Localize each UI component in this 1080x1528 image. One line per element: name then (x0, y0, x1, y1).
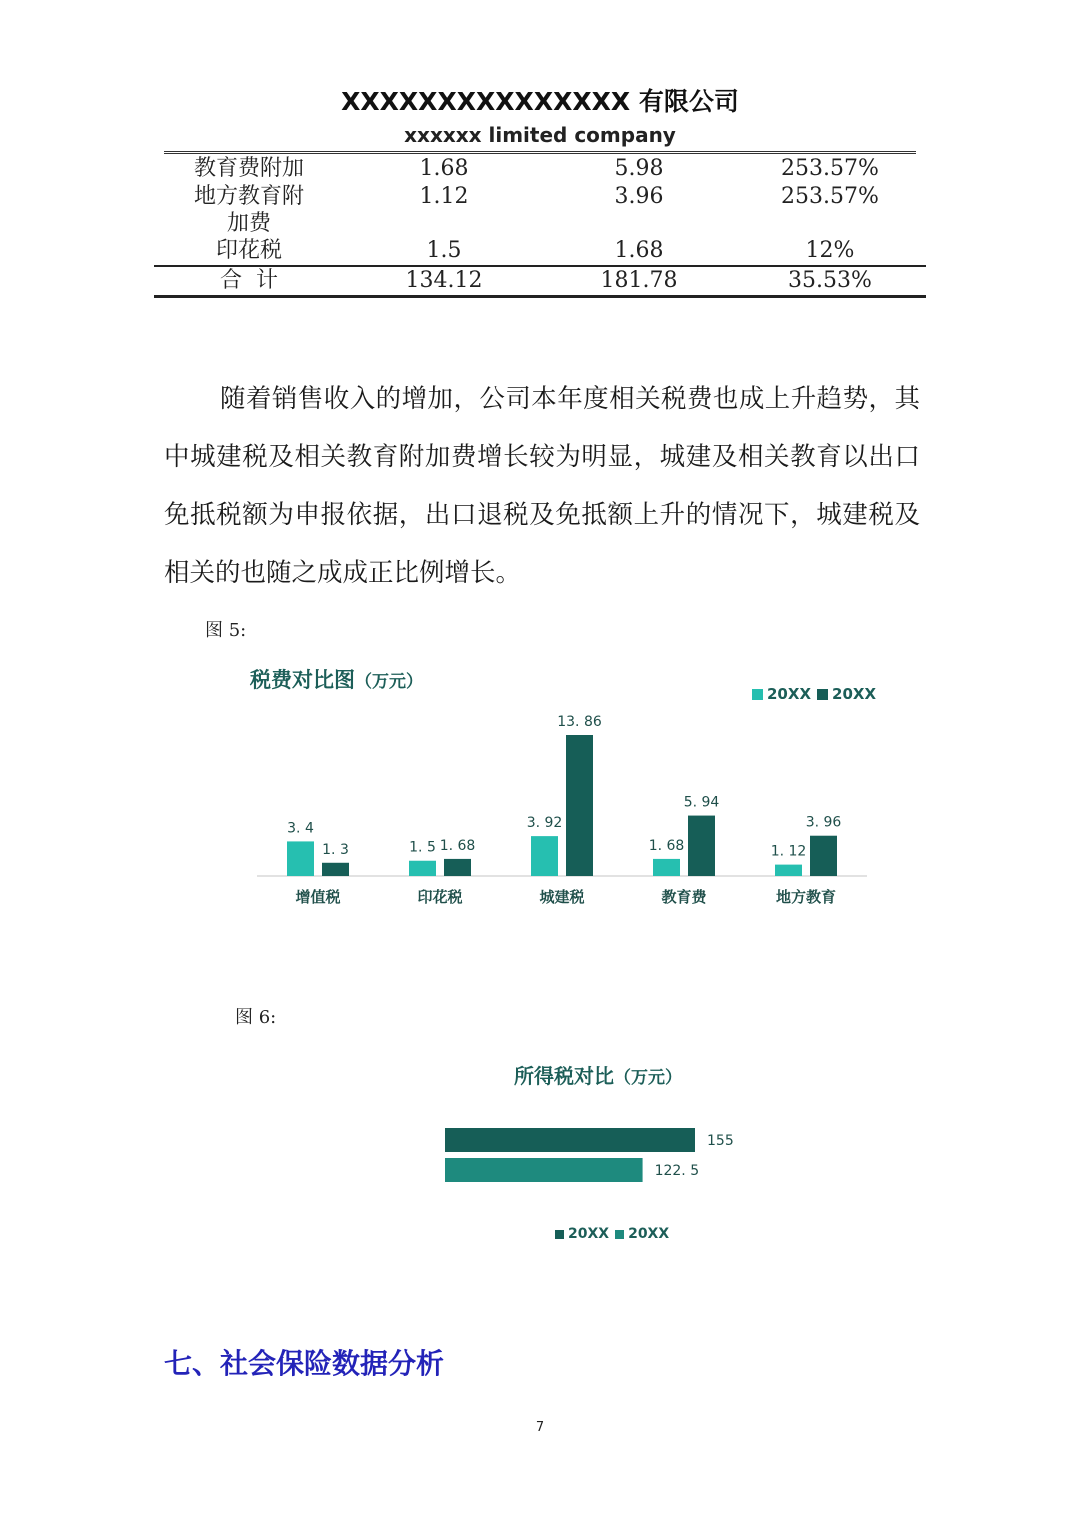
table-cell: 地方教育附加费 (193, 184, 304, 236)
data-label: 3. 4 (287, 820, 314, 837)
table-cell: 35.53% (788, 268, 872, 293)
table-cell: 1.68 (419, 156, 469, 181)
bar (653, 859, 680, 876)
tax-comparison-chart (240, 700, 880, 915)
data-label: 3. 96 (805, 814, 842, 831)
company-subtitle: xxxxxx limited company (404, 123, 676, 147)
table-cell: 1.12 (419, 184, 469, 209)
data-label: 1. 5 (409, 839, 436, 856)
table-total-row (154, 265, 926, 298)
table-cell: 3.96 (614, 184, 664, 209)
bar (444, 859, 471, 876)
figure-label: 图 6: (235, 1007, 277, 1028)
data-label: 1. 68 (439, 837, 476, 854)
category-label: 地方教育 (775, 888, 837, 906)
data-label: 122. 5 (654, 1163, 700, 1179)
legend-swatch (752, 689, 763, 700)
section-heading: 七、社会保险数据分析 (164, 1347, 445, 1380)
data-label: 155 (707, 1133, 734, 1149)
bar (531, 836, 558, 876)
bar (409, 861, 436, 876)
table-cell: 教育费附加 (193, 156, 304, 181)
data-label: 5. 94 (683, 794, 720, 811)
category-label: 增值税 (295, 888, 341, 906)
table-cell: 合 计 (220, 268, 278, 293)
header-rule (164, 151, 916, 154)
legend-swatch (615, 1230, 624, 1239)
company-title: XXXXXXXXXXXXXXX 有限公司 (341, 87, 739, 116)
table-cell: 253.57% (781, 184, 879, 209)
legend-swatch (817, 689, 828, 700)
bar (775, 865, 802, 876)
figure-label: 图 5: (205, 620, 247, 641)
table-cell: 1.68 (614, 238, 664, 263)
bar (566, 735, 593, 876)
bar (445, 1128, 695, 1152)
table-row (154, 183, 926, 237)
table-cell: 12% (805, 238, 855, 263)
table-row (154, 155, 926, 183)
data-label: 1. 68 (648, 837, 685, 854)
bar (688, 816, 715, 876)
data-label: 3. 92 (526, 815, 563, 832)
legend-label: 20XX (568, 1226, 610, 1242)
table-cell: 134.12 (405, 268, 483, 293)
chart-title-unit: （万元） (355, 672, 423, 692)
data-label: 1. 12 (770, 843, 807, 860)
bar (810, 836, 837, 876)
income-tax-chart (440, 1120, 760, 1190)
tax-table (154, 155, 926, 298)
chart-title-unit: （万元） (614, 1068, 682, 1088)
category-label: 教育费 (661, 888, 707, 906)
table-cell: 1.5 (426, 238, 462, 263)
chart-legend (555, 1226, 669, 1242)
category-label: 城建税 (539, 888, 585, 906)
table-cell: 253.57% (781, 156, 879, 181)
chart-title-text: 税费对比图 (250, 668, 355, 692)
chart-title (250, 664, 423, 694)
category-label: 印花税 (417, 888, 463, 906)
bar (287, 841, 314, 876)
table-row (154, 237, 926, 265)
legend-swatch (555, 1230, 564, 1239)
data-label: 13. 86 (557, 714, 602, 730)
data-label: 1. 3 (322, 841, 349, 858)
bar (445, 1158, 643, 1182)
legend-label: 20XX (628, 1226, 670, 1242)
page-number: 7 (535, 1420, 545, 1435)
legend-label: 20XX (832, 685, 877, 703)
chart-title-text: 所得税对比 (514, 1064, 614, 1088)
body-paragraph: 随着销售收入的增加，公司本年度相关税费也成上升趋势，其中城建税及相关教育附加费增长较为明显，城建及相关教育以出口免抵税额为申报依据，出口退税及免抵额上升的情况下，城建税及相关的也随之成成正比例增长。 (164, 384, 920, 588)
legend-label: 20XX (767, 685, 812, 703)
chart-title (514, 1060, 682, 1089)
table-cell: 5.98 (614, 156, 664, 181)
table-cell: 印花税 (215, 238, 282, 263)
bar (322, 863, 349, 876)
table-cell: 181.78 (600, 268, 678, 293)
